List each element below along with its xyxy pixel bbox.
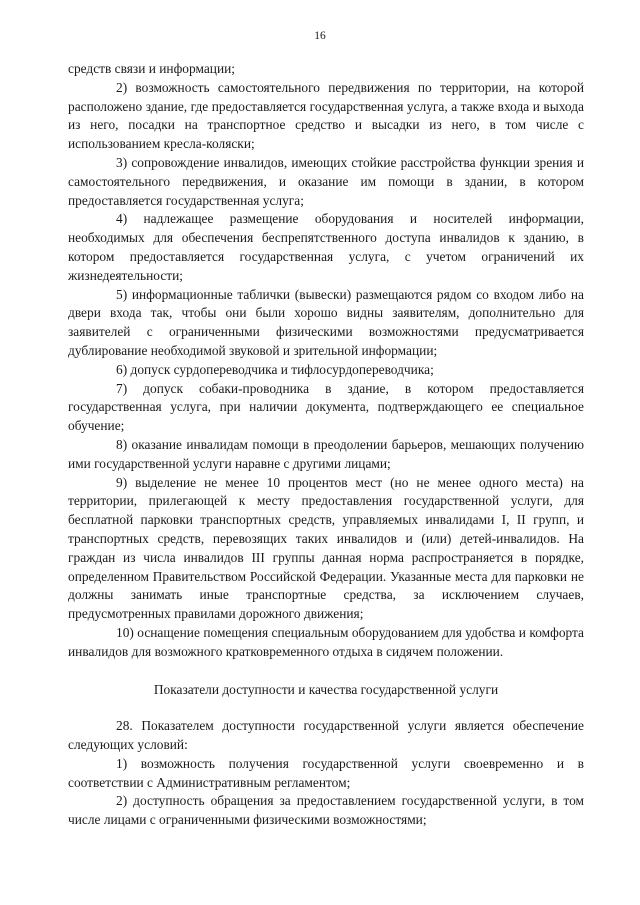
document-body	[68, 60, 584, 830]
paragraph: 7) допуск собаки-проводника в здание, в котором предоставляется государственная услуга, при наличии документа, подтверждающего ее специальное обучение;	[68, 380, 584, 434]
paragraph: 9) выделение не менее 10 процентов мест (но не менее одного места) на территории, прилегающей к месту предоставления государственной услуги, для бесплатной парковки транспортных средств, управляемых инвалидами I, II групп, и транспортных средств, перевозящих таких инвалидов и (или) детей-инвалидов. На граждан из числа инвалидов III группы данная норма распространяется в порядке, определенном Правительством Российской Федерации. Указанные места для парковки не должны занимать иные транспортные средства, за исключением случаев, предусмотренных правилами дорожного движения;	[68, 474, 584, 622]
list-bottom	[68, 717, 584, 830]
paragraph: 6) допуск сурдопереводчика и тифлосурдопереводчика;	[116, 361, 434, 377]
paragraph: 3) сопровождение инвалидов, имеющих стойкие расстройства функции зрения и самостоятельного передвижения, и оказание им помощи в здании, в котором предоставляется государственная услуга;	[68, 154, 584, 208]
paragraph: 2) возможность самостоятельного передвижения по территории, на которой расположено здание, где предоставляется государственная услуга, а также входа и выхода из него, посадки на транспортное средство и высадки из него, в том числе с использованием кресла-коляски;	[68, 79, 584, 152]
paragraph: 4) надлежащее размещение оборудования и носителей информации, необходимых для обеспечения беспрепятственного доступа инвалидов к зданию, в котором предоставляется государственная услуга, с учетом ограничений их жизнедеятельности;	[68, 211, 584, 283]
section-heading: Показатели доступности и качества государственной услуги	[153, 681, 499, 697]
paragraph: 5) информационные таблички (вывески) размещаются рядом со входом либо на двери входа так, чтобы они были хорошо видны заявителям, дополнительно для заявителей с ограниченными физическими возможностями предусматривается дублирование необходимой звуковой и зрительной информации;	[68, 286, 584, 358]
paragraph: 8) оказание инвалидам помощи в преодолении барьеров, мешающих получению ими государственной услуги наравне с другими лицами;	[68, 436, 584, 471]
paragraph: 2) доступность обращения за предоставлением государственной услуги, в том числе лицами с ограниченными физическими возможностями;	[68, 793, 584, 828]
paragraph: 28. Показателем доступности государственной услуги является обеспечение следующих условий:	[68, 718, 584, 753]
page-number: 16	[314, 30, 326, 42]
list-top	[68, 60, 584, 662]
paragraph: 1) возможность получения государственной услуги своевременно и в соответствии с Административным регламентом;	[68, 755, 584, 790]
paragraph: 10) оснащение помещения специальным оборудованием для удобства и комфорта инвалидов для возможного кратковременного отдыха в сидячем положении.	[68, 624, 584, 659]
paragraph: средств связи и информации;	[68, 61, 235, 76]
